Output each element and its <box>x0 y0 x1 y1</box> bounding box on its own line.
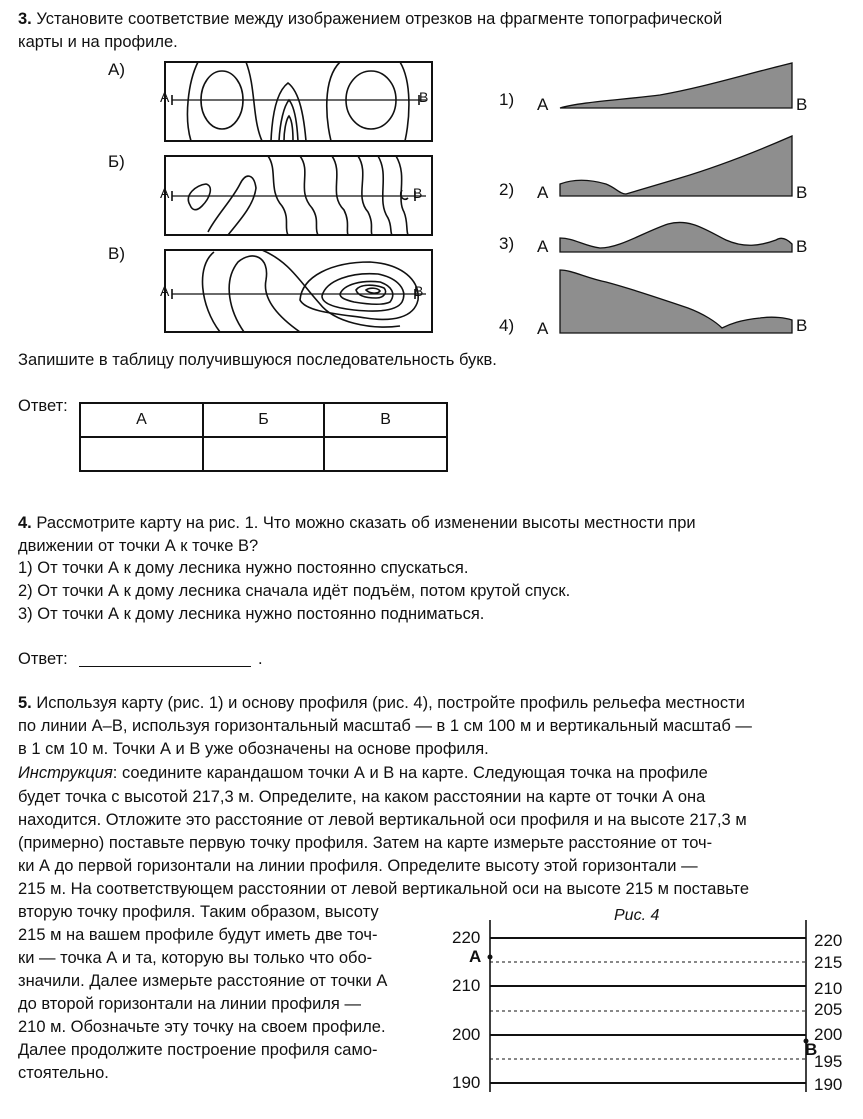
task5-left-4: значили. Далее измерьте расстояние от точки А <box>18 972 388 990</box>
right-tick-190: 190 <box>814 1075 843 1094</box>
left-tick-200: 200 <box>452 1025 481 1044</box>
profile-label-3: 3) <box>499 234 515 253</box>
task5-left-6: 210 м. Обозначьте эту точку на своем профиле. <box>18 1018 386 1036</box>
figure4-caption: Рис. 4 <box>614 907 660 924</box>
task4-number: 4. <box>18 514 32 532</box>
profile-label-1: 1) <box>499 90 515 109</box>
task4-answer-dot: . <box>258 650 263 668</box>
task5-left-8: стоятельно. <box>18 1064 109 1082</box>
profile-2-b: В <box>796 183 808 202</box>
point-a-marker <box>488 955 493 960</box>
map-v-point-a: А <box>160 283 170 299</box>
right-tick-220: 220 <box>814 931 843 950</box>
left-tick-210: 210 <box>452 976 481 995</box>
task3-instruction: Запишите в таблицу получившуюся последовательность букв. <box>18 351 497 369</box>
point-a-label: А <box>469 947 482 966</box>
profile-2-a: А <box>537 183 549 202</box>
profile-label-2: 2) <box>499 180 515 199</box>
task5-left-5: до второй горизонтали на линии профиля — <box>18 995 361 1013</box>
task3-answer-label: Ответ: <box>18 397 68 415</box>
answer-header-b: Б <box>203 403 324 437</box>
task4-option-2: 2) От точки А к дому лесника сначала идёт подъём, потом крутой спуск. <box>18 582 571 600</box>
left-tick-220: 220 <box>452 928 481 947</box>
profile-4-a: А <box>537 319 549 338</box>
task5-instr-label: Инструкция <box>18 764 113 782</box>
map-b-point-b: В <box>413 185 423 201</box>
right-tick-215: 215 <box>814 953 843 972</box>
map-label-v: В) <box>108 244 125 263</box>
task5-number: 5. <box>18 694 32 712</box>
task5-instr-4: ки А до первой горизонтали на линии профиля. Определите высоту этой горизонтали — <box>18 857 698 875</box>
map-b-point-a: А <box>160 185 170 201</box>
map-label-b: Б) <box>108 152 125 171</box>
task3-text-2: карты и на профиле. <box>18 33 178 51</box>
task4-text-2: движении от точки А к точке В? <box>18 537 259 555</box>
task5-instr-5: 215 м. На соответствующем расстоянии от левой вертикальной оси на высоте 215 м поставьте <box>18 880 750 898</box>
answer-header-a: А <box>80 403 203 437</box>
map-a-point-b: В <box>419 89 429 105</box>
profile-4-b: В <box>796 316 808 335</box>
profile-3-a: А <box>537 237 549 256</box>
task5-left-1: вторую точку профиля. Таким образом, высоту <box>18 903 379 921</box>
task3-text-1: Установите соответствие между изображением отрезков на фрагменте топографической <box>36 10 723 28</box>
map-label-a: А) <box>108 60 125 79</box>
profile-label-4: 4) <box>499 316 515 335</box>
task5-left-7: Далее продолжите построение профиля само- <box>18 1041 378 1059</box>
task5-left-2: 215 м на вашем профиле будут иметь две точ- <box>18 926 378 944</box>
map-a-point-a: А <box>160 89 170 105</box>
task5-left-3: ки — точка А и та, которую вы только что обо- <box>18 949 373 967</box>
task4-option-3: 3) От точки А к дому лесника нужно постоянно подниматься. <box>18 605 485 623</box>
task4-text-1: Рассмотрите карту на рис. 1. Что можно сказать об изменении высоты местности при <box>36 514 696 532</box>
right-tick-195: 195 <box>814 1052 843 1071</box>
task4-answer-label: Ответ: <box>18 650 68 668</box>
task5-instr-first: : соедините карандашом точки А и В на карте. Следующая точка на профиле <box>112 764 708 782</box>
answer-header-v: В <box>324 403 447 437</box>
profile-3-b: В <box>796 237 808 256</box>
task3-number: 3. <box>18 10 32 28</box>
right-tick-200: 200 <box>814 1025 843 1044</box>
point-b-label: В <box>805 1040 818 1059</box>
task5-text-3: в 1 см 10 м. Точки А и В уже обозначены на основе профиля. <box>18 740 489 758</box>
task5-instr-2: находится. Отложите это расстояние от левой вертикальной оси профиля и на высоте 217,3 м <box>18 811 747 829</box>
task5-text-2: по линии А–В, используя горизонтальный масштаб — в 1 см 100 м и вертикальный масштаб — <box>18 717 752 735</box>
task5-instr-1: будет точка с высотой 217,3 м. Определите, на каком расстоянии на карте от точки А она <box>18 788 706 806</box>
map-v-point-b: В <box>414 283 424 299</box>
profile-1-b: В <box>796 95 808 114</box>
task4-option-1: 1) От точки А к дому лесника нужно постоянно спускаться. <box>18 559 469 577</box>
right-tick-210: 210 <box>814 979 843 998</box>
task5-instr-3: (примерно) поставьте первую точку профиля. Затем на карте измерьте расстояние от точ- <box>18 834 713 852</box>
profile-1-a: А <box>537 95 549 114</box>
left-tick-190: 190 <box>452 1073 481 1092</box>
right-tick-205: 205 <box>814 1000 843 1019</box>
task5-text-1: Используя карту (рис. 1) и основу профиля (рис. 4), постройте профиль рельефа местности <box>36 694 745 712</box>
